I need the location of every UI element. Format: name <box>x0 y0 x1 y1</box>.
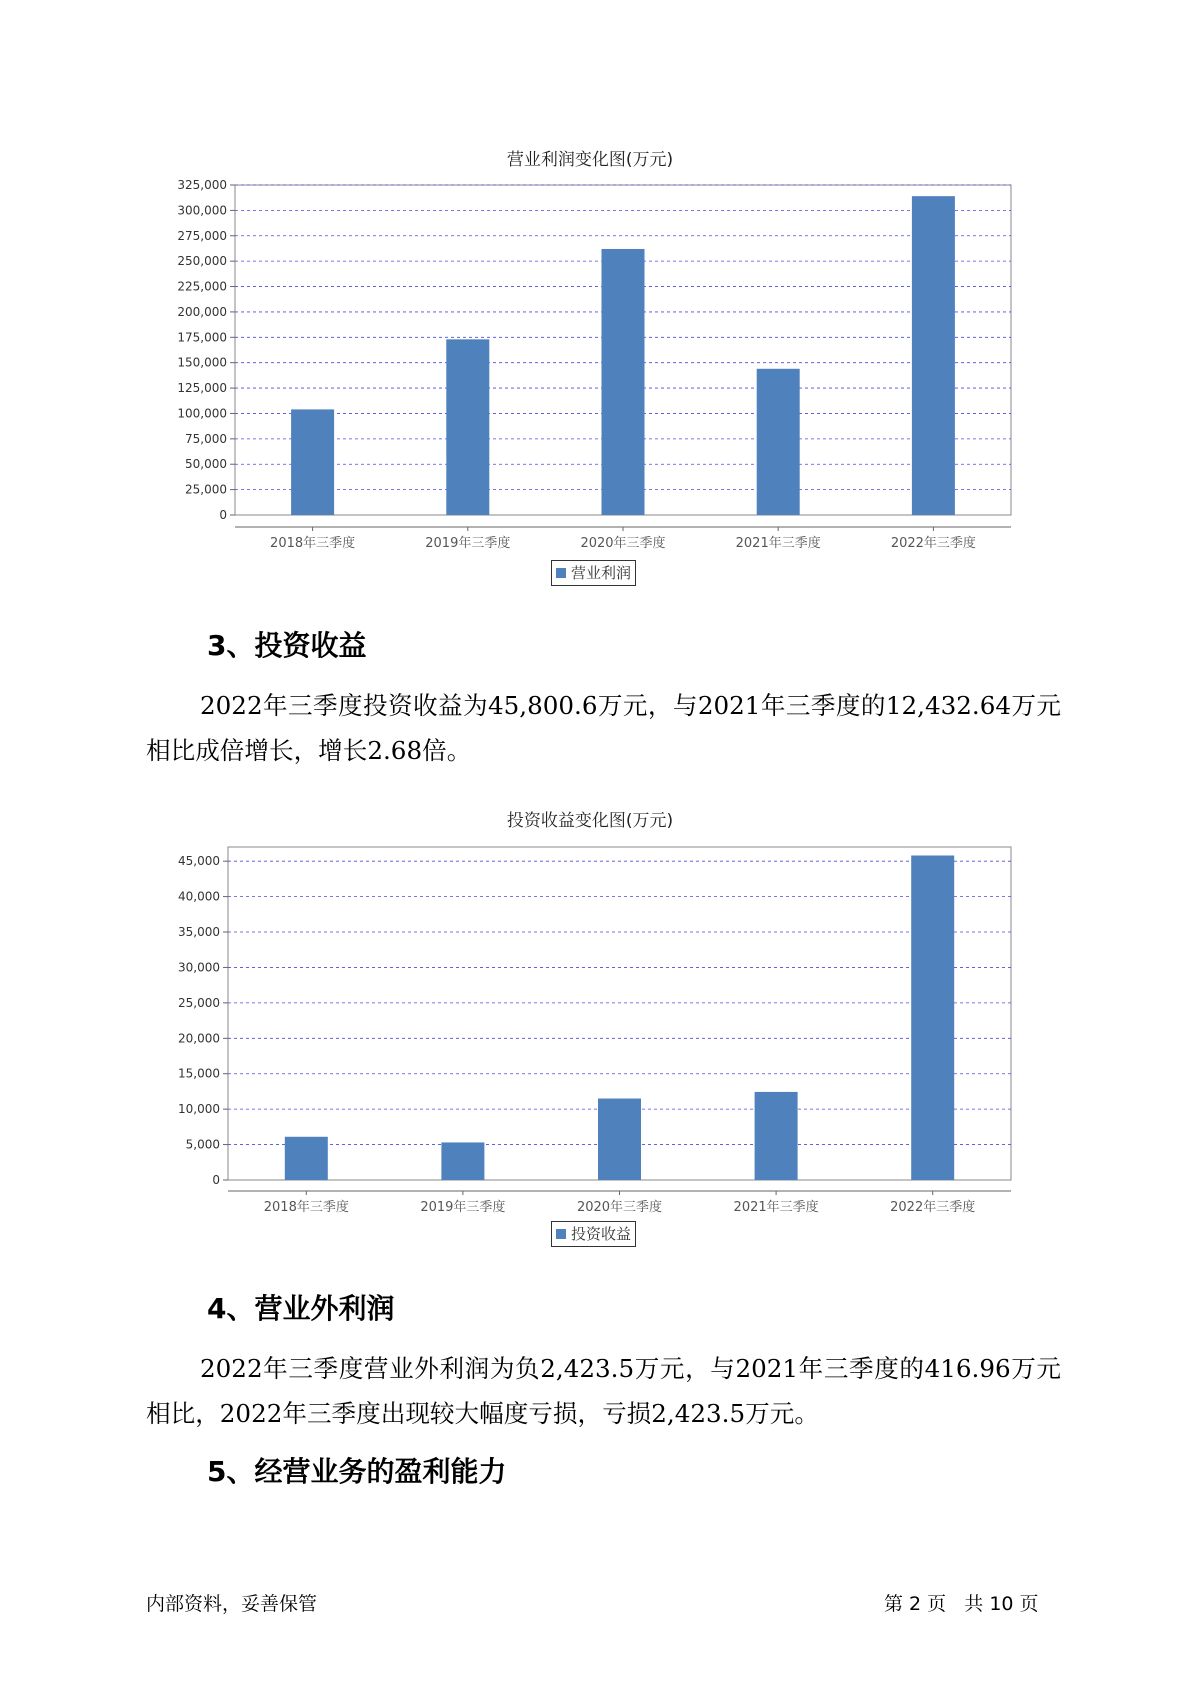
chart2-legend-label: 投资收益 <box>571 1225 632 1243</box>
bar <box>441 1142 484 1180</box>
chart2-legend <box>551 1221 636 1247</box>
x-tick-label: 2018年三季度 <box>270 536 356 551</box>
bar <box>757 369 800 515</box>
chart2-title: 投资收益变化图(万元) <box>506 811 674 831</box>
y-tick-label: 25,000 <box>185 482 227 497</box>
bar <box>911 855 954 1180</box>
chart1-title: 营业利润变化图(万元) <box>506 150 674 170</box>
investment-income-chart <box>0 840 1191 1240</box>
y-tick-label: 200,000 <box>177 304 227 319</box>
bar <box>285 1137 328 1180</box>
chart1-legend <box>551 560 636 586</box>
y-tick-label: 25,000 <box>178 995 220 1010</box>
section3-heading: 3、投资收益 <box>207 629 367 662</box>
y-tick-label: 5,000 <box>185 1137 220 1152</box>
y-tick-label: 0 <box>212 1173 220 1187</box>
y-tick-label: 100,000 <box>177 406 227 421</box>
operating-profit-chart <box>0 170 1191 570</box>
legend-swatch-icon <box>556 568 566 578</box>
legend-swatch-icon <box>556 1229 566 1239</box>
y-tick-label: 30,000 <box>178 960 220 975</box>
x-tick-label: 2019年三季度 <box>425 536 511 551</box>
y-tick-label: 150,000 <box>177 355 227 370</box>
y-tick-label: 45,000 <box>178 854 220 869</box>
y-tick-label: 50,000 <box>185 457 227 472</box>
x-tick-label: 2019年三季度 <box>420 1200 506 1215</box>
y-tick-label: 20,000 <box>178 1031 220 1046</box>
bar <box>912 196 955 515</box>
y-tick-label: 275,000 <box>177 228 227 243</box>
bar <box>755 1092 798 1180</box>
x-tick-label: 2018年三季度 <box>263 1200 349 1215</box>
bar <box>446 339 489 515</box>
y-tick-label: 40,000 <box>178 889 220 904</box>
section4-heading: 4、营业外利润 <box>207 1292 395 1325</box>
y-tick-label: 250,000 <box>177 254 227 269</box>
x-tick-label: 2022年三季度 <box>890 536 976 551</box>
section5-heading: 5、经营业务的盈利能力 <box>207 1455 507 1488</box>
y-tick-label: 15,000 <box>178 1066 220 1081</box>
bar <box>291 409 334 515</box>
y-tick-label: 10,000 <box>178 1102 220 1117</box>
x-tick-label: 2021年三季度 <box>733 1200 819 1215</box>
bar <box>598 1099 641 1180</box>
chart1-legend-label: 营业利润 <box>571 564 632 582</box>
section3-text: 2022年三季度投资收益为45,800.6万元，与2021年三季度的12,432.64万元相比成倍增长，增长2.68倍。 <box>146 691 1061 765</box>
y-tick-label: 175,000 <box>177 330 227 345</box>
y-tick-label: 0 <box>219 508 227 522</box>
x-tick-label: 2020年三季度 <box>576 1200 663 1215</box>
y-tick-label: 125,000 <box>177 381 227 396</box>
x-tick-label: 2020年三季度 <box>580 536 666 551</box>
footer-confidential: 内部资料，妥善保管 <box>146 1593 318 1615</box>
y-tick-label: 325,000 <box>177 178 227 192</box>
y-tick-label: 75,000 <box>185 431 227 446</box>
y-tick-label: 35,000 <box>178 925 220 940</box>
x-tick-label: 2022年三季度 <box>890 1200 976 1215</box>
section4-text: 2022年三季度营业外利润为负2,423.5万元，与2021年三季度的416.96万元相比，2022年三季度出现较大幅度亏损，亏损2,423.5万元。 <box>146 1354 1061 1428</box>
y-tick-label: 225,000 <box>177 279 227 294</box>
bar <box>602 249 645 515</box>
footer-page-number: 第 2 页 共 10 页 <box>884 1593 1039 1615</box>
y-tick-label: 300,000 <box>177 203 227 218</box>
x-tick-label: 2021年三季度 <box>735 536 821 551</box>
